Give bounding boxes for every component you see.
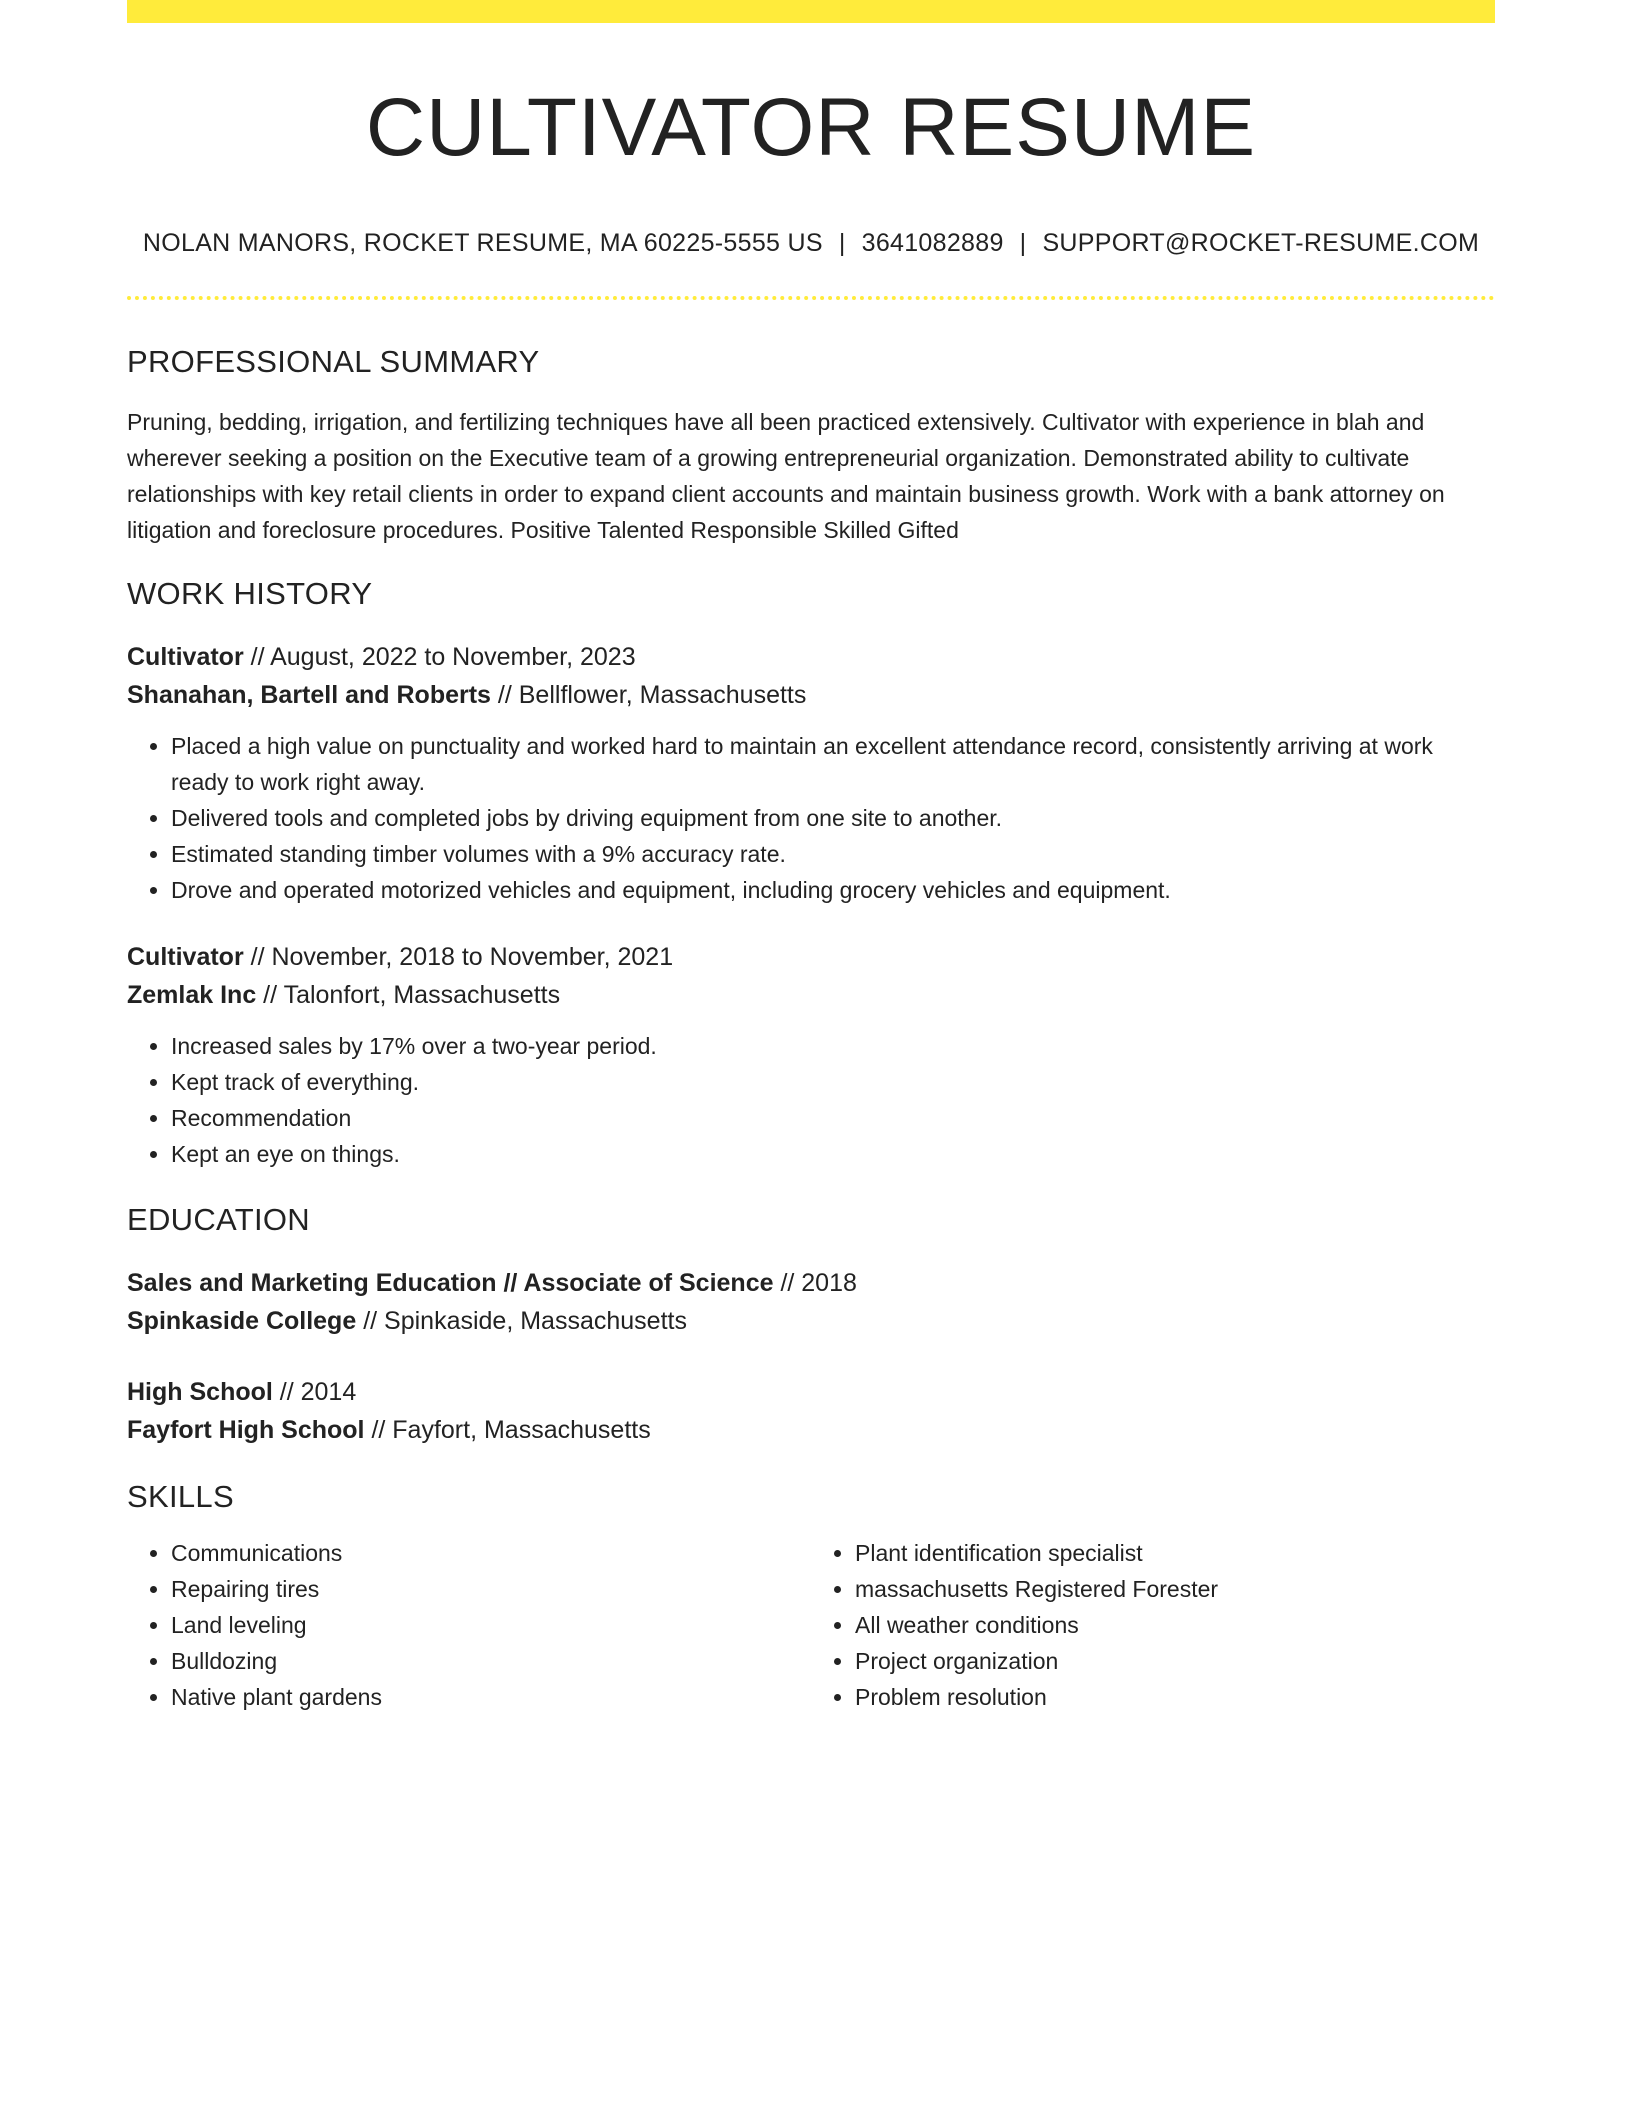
degree-year: // 2018 bbox=[773, 1269, 857, 1298]
list-item: • Placed a high value on punctuality and worked hard to maintain an excellent attendance record, consistently arriving at work ready to work right away. bbox=[171, 728, 1495, 800]
job-title: Cultivator bbox=[127, 943, 244, 972]
education-entry-1 bbox=[127, 1264, 1495, 1340]
degree-line bbox=[127, 1373, 1495, 1411]
skills-columns bbox=[127, 1535, 1495, 1715]
summary-heading: PROFESSIONAL SUMMARY bbox=[127, 344, 540, 380]
contact-line bbox=[127, 229, 1495, 258]
list-item: • Delivered tools and completed jobs by driving equipment from one site to another. bbox=[171, 800, 1495, 836]
resume-title: CULTIVATOR RESUME bbox=[365, 82, 1257, 173]
education-entry-2 bbox=[127, 1373, 1495, 1449]
work-history-heading: WORK HISTORY bbox=[127, 576, 373, 612]
school-location: // Spinkaside, Massachusetts bbox=[356, 1307, 687, 1336]
skills-heading: SKILLS bbox=[127, 1479, 234, 1515]
contact-separator: | bbox=[838, 229, 846, 258]
skills-right-list bbox=[811, 1535, 1495, 1715]
list-item: • Bulldozing bbox=[171, 1643, 811, 1679]
school-location: // Fayfort, Massachusetts bbox=[364, 1416, 651, 1445]
degree-year: // 2014 bbox=[272, 1378, 357, 1407]
list-item: • Drove and operated motorized vehicles and equipment, including grocery vehicles and equipment. bbox=[171, 872, 1495, 908]
job-dates: // August, 2022 to November, 2023 bbox=[243, 643, 636, 672]
job-bullets bbox=[127, 1028, 1495, 1172]
school-name: Spinkaside College bbox=[127, 1307, 357, 1336]
job-company: Zemlak Inc bbox=[127, 981, 257, 1010]
list-item: • Estimated standing timber volumes with a 9% accuracy rate. bbox=[171, 836, 1495, 872]
job-title: Cultivator bbox=[127, 643, 244, 672]
contact-email: SUPPORT@ROCKET-RESUME.COM bbox=[1042, 229, 1480, 258]
job-entry-1 bbox=[127, 638, 1495, 908]
school-line bbox=[127, 1411, 1495, 1449]
contact-address: NOLAN MANORS, ROCKET RESUME, MA 60225-5555 US bbox=[142, 229, 823, 258]
list-item: • Increased sales by 17% over a two-year period. bbox=[171, 1028, 1495, 1064]
job-title-line bbox=[127, 638, 1495, 676]
list-item: • Kept an eye on things. bbox=[171, 1136, 1495, 1172]
list-item: • Recommendation bbox=[171, 1100, 1495, 1136]
list-item: • Land leveling bbox=[171, 1607, 811, 1643]
job-dates: // November, 2018 to November, 2021 bbox=[243, 943, 674, 972]
job-company-line bbox=[127, 676, 1495, 714]
school-name: Fayfort High School bbox=[127, 1416, 365, 1445]
degree: High School bbox=[127, 1378, 273, 1407]
list-item: • massachusetts Registered Forester bbox=[855, 1571, 1495, 1607]
degree: Sales and Marketing Education // Associate of Science bbox=[127, 1269, 774, 1298]
contact-separator: | bbox=[1019, 229, 1027, 258]
list-item: • All weather conditions bbox=[855, 1607, 1495, 1643]
list-item: • Repairing tires bbox=[171, 1571, 811, 1607]
school-line bbox=[127, 1302, 1495, 1340]
resume-page bbox=[127, 0, 1495, 1715]
degree-line bbox=[127, 1264, 1495, 1302]
list-item: • Native plant gardens bbox=[171, 1679, 811, 1715]
contact-phone: 3641082889 bbox=[861, 229, 1004, 258]
job-location: // Bellflower, Massachusetts bbox=[490, 681, 807, 710]
job-company: Shanahan, Bartell and Roberts bbox=[127, 681, 491, 710]
job-title-line bbox=[127, 938, 1495, 976]
list-item: • Plant identification specialist bbox=[855, 1535, 1495, 1571]
list-item: • Communications bbox=[171, 1535, 811, 1571]
summary-text: Pruning, bedding, irrigation, and fertilizing techniques have all been practiced extensively. Cultivator with experience in blah and wherever seeking a position on the Executive team of a growing entrepreneurial organization. Demonstrated ability to cultivate relationships with key retail clients in order to expand client accounts and maintain business growth. Work with a bank attorney on litigation and foreclosure procedures. Positive Talented Responsible Skilled Gifted bbox=[127, 409, 1445, 544]
job-location: // Talonfort, Massachusetts bbox=[256, 981, 561, 1010]
education-heading: EDUCATION bbox=[127, 1202, 310, 1238]
dotted-divider bbox=[127, 296, 1495, 300]
job-entry-2 bbox=[127, 938, 1495, 1172]
accent-top-bar bbox=[127, 0, 1495, 23]
list-item: • Problem resolution bbox=[855, 1679, 1495, 1715]
job-company-line bbox=[127, 976, 1495, 1014]
job-bullets bbox=[127, 728, 1495, 908]
skills-left-list bbox=[127, 1535, 811, 1715]
list-item: • Project organization bbox=[855, 1643, 1495, 1679]
list-item: • Kept track of everything. bbox=[171, 1064, 1495, 1100]
